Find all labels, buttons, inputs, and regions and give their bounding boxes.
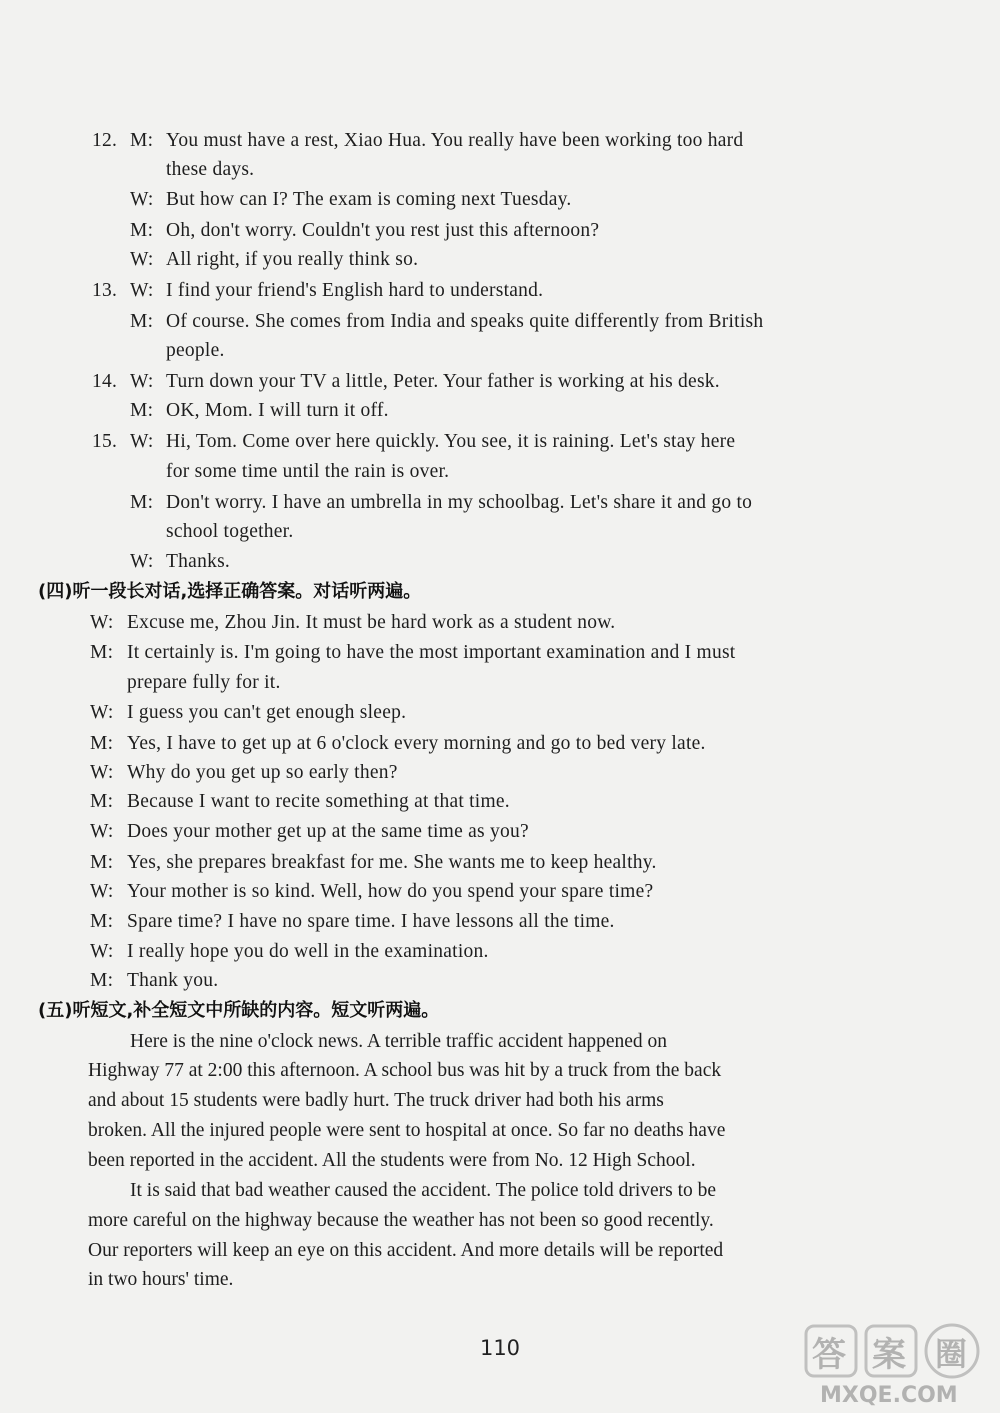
item-number: 14. [92, 371, 118, 392]
dialogue-text: Oh, don't worry. Couldn't you rest just this afternoon? [166, 220, 600, 241]
dialogue-text: Don't worry. I have an umbrella in my schoolbag. Let's share it and go to [166, 492, 753, 513]
speaker-label: M: [90, 642, 114, 663]
speaker-label: M: [90, 791, 114, 812]
dialogue-text: Thank you. [127, 970, 219, 991]
dialogue-text-cont: school together. [166, 521, 294, 542]
dialogue-text-cont: these days. [166, 159, 255, 180]
dialogue-text-cont: people. [166, 340, 225, 361]
passage-line: been reported in the accident. All the students were from No. 12 High School. [88, 1150, 696, 1171]
dialogue-text: Does your mother get up at the same time as you? [127, 821, 529, 842]
passage-line: Highway 77 at 2:00 this afternoon. A school bus was hit by a truck from the back [88, 1060, 722, 1081]
dialogue-text: Hi, Tom. Come over here quickly. You see, it is raining. Let's stay here [166, 431, 736, 452]
svg-text:案: 案 [872, 1335, 906, 1375]
speaker-label: W: [90, 702, 114, 723]
page-number: 110 [479, 1336, 521, 1360]
dialogue-text: Why do you get up so early then? [127, 762, 398, 783]
watermark-logo [802, 1318, 992, 1408]
speaker-label: W: [90, 821, 114, 842]
speaker-label: W: [90, 881, 114, 902]
dialogue-text: Yes, I have to get up at 6 o'clock every morning and go to bed very late. [127, 733, 706, 754]
speaker-label: M: [130, 311, 154, 332]
passage-line: Our reporters will keep an eye on this accident. And more details will be reported [88, 1240, 724, 1261]
item-number: 15. [92, 431, 118, 452]
speaker-label: M: [130, 400, 154, 421]
speaker-label: W: [130, 249, 154, 270]
passage-line: in two hours' time. [88, 1269, 234, 1290]
speaker-label: W: [130, 189, 154, 210]
dialogue-text: But how can I? The exam is coming next Tuesday. [166, 189, 572, 210]
dialogue-text: You must have a rest, Xiao Hua. You really have been working too hard [166, 130, 744, 151]
dialogue-text-cont: prepare fully for it. [127, 672, 281, 693]
dialogue-text: Your mother is so kind. Well, how do you spend your spare time? [127, 881, 654, 902]
speaker-label: M: [90, 970, 114, 991]
dialogue-text-cont: for some time until the rain is over. [166, 461, 450, 482]
passage-line: more careful on the highway because the weather has not been so good recently. [88, 1210, 714, 1231]
passage-line: Here is the nine o'clock news. A terrible traffic accident happened on [130, 1031, 668, 1052]
item-number: 12. [92, 130, 118, 151]
speaker-label: W: [130, 280, 154, 301]
speaker-label: W: [130, 371, 154, 392]
passage-line: and about 15 students were badly hurt. The truck driver had both his arms [88, 1090, 664, 1111]
speaker-label: W: [130, 551, 154, 572]
svg-text:答: 答 [812, 1335, 846, 1375]
dialogue-text: Excuse me, Zhou Jin. It must be hard work as a student now. [127, 612, 616, 633]
speaker-label: M: [90, 733, 114, 754]
svg-text:MXQE.COM: MXQE.COM [820, 1383, 958, 1408]
dialogue-text: OK, Mom. I will turn it off. [166, 400, 389, 421]
dialogue-text: Thanks. [166, 551, 231, 572]
dialogue-text: It certainly is. I'm going to have the most important examination and I must [127, 642, 736, 663]
speaker-label: M: [130, 130, 154, 151]
passage-line: It is said that bad weather caused the accident. The police told drivers to be [130, 1180, 717, 1201]
dialogue-text: All right, if you really think so. [166, 249, 419, 270]
svg-text:圈: 圈 [935, 1335, 968, 1373]
dialogue-text: Because I want to recite something at that time. [127, 791, 510, 812]
speaker-label: W: [90, 941, 114, 962]
section-4-heading: (四)听一段长对话,选择正确答案。对话听两遍。 [38, 581, 422, 602]
passage-line: broken. All the injured people were sent to hospital at once. So far no deaths have [88, 1120, 726, 1141]
speaker-label: M: [90, 911, 114, 932]
speaker-label: W: [130, 431, 154, 452]
dialogue-text: Yes, she prepares breakfast for me. She wants me to keep healthy. [127, 852, 657, 873]
dialogue-text: Of course. She comes from India and speaks quite differently from British [166, 311, 764, 332]
item-number: 13. [92, 280, 118, 301]
dialogue-text: Spare time? I have no spare time. I have lessons all the time. [127, 911, 615, 932]
section-5-heading: (五)听短文,补全短文中所缺的内容。短文听两遍。 [38, 1000, 440, 1021]
dialogue-text: Turn down your TV a little, Peter. Your father is working at his desk. [166, 371, 720, 392]
speaker-label: M: [130, 492, 154, 513]
speaker-label: M: [90, 852, 114, 873]
dialogue-text: I really hope you do well in the examination. [127, 941, 489, 962]
dialogue-text: I guess you can't get enough sleep. [127, 702, 407, 723]
speaker-label: M: [130, 220, 154, 241]
speaker-label: W: [90, 762, 114, 783]
speaker-label: W: [90, 612, 114, 633]
dialogue-text: I find your friend's English hard to understand. [166, 280, 544, 301]
